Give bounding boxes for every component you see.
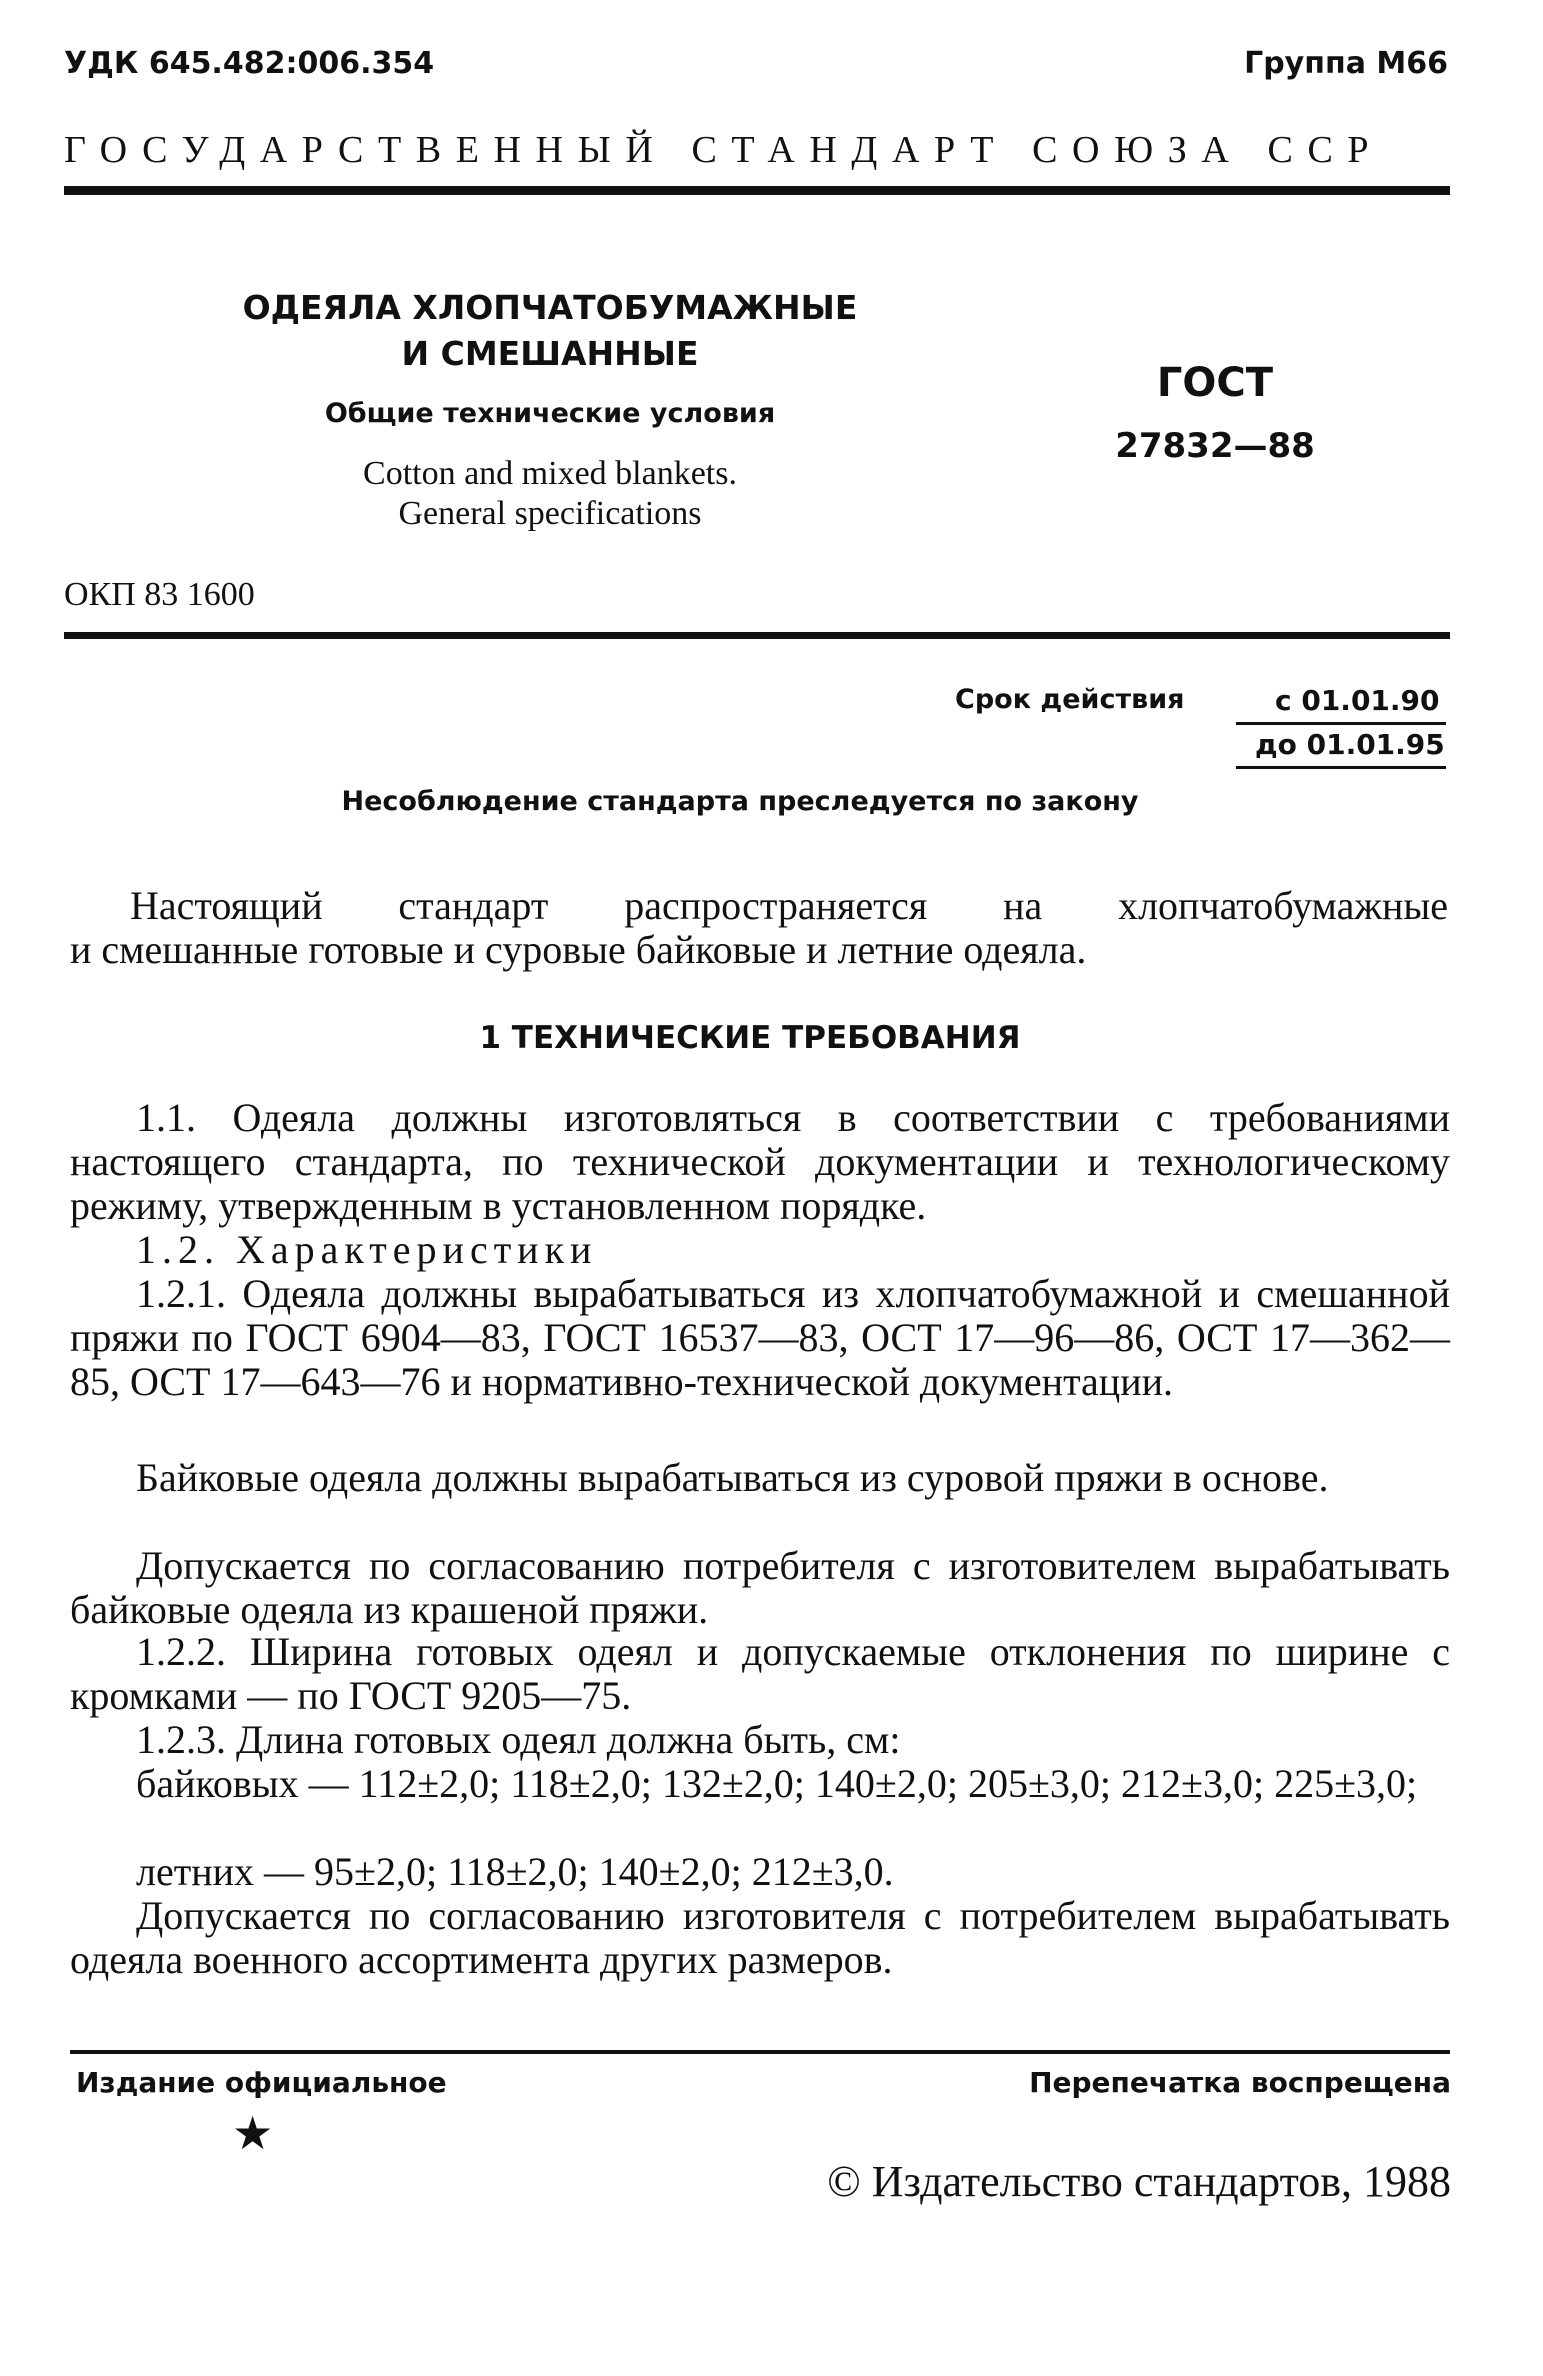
state-standard-banner: ГОСУДАРСТВЕННЫЙ СТАНДАРТ СОЮЗА ССР — [64, 129, 1384, 171]
validity-to: до 01.01.95 — [1255, 728, 1445, 761]
paragraph-baik-sizes: байковых — 112±2,0; 118±2,0; 132±2,0; 140±2,0; 205±3,0; 212±3,0; 225±3,0; — [136, 1761, 1418, 1806]
validity-rule-1 — [1236, 722, 1446, 725]
english-title-line-2: General specifications — [398, 495, 702, 532]
okp-code: ОКП 83 1600 — [64, 576, 255, 613]
intro-line-1: Настоящий стандарт распространяется на хлопчатобумажные — [130, 883, 1448, 928]
paragraph-1-2-3: 1.2.3. Длина готовых одеял должна быть, см: — [136, 1717, 901, 1762]
paragraph-dopusk-2: Допускается по согласованию изготовителя с потребителем вырабатывать одеяла военного ассортимента других размеров. — [70, 1893, 1450, 1982]
subtitle: Общие технические условия — [324, 398, 776, 429]
gost-number: 27832—88 — [1115, 426, 1315, 466]
validity-label: Срок действия — [955, 684, 1185, 715]
footer-rule — [70, 2050, 1450, 2054]
title-line-2: И СМЕШАННЫЕ — [401, 334, 699, 373]
official-edition: Издание официальное — [76, 2066, 447, 2099]
section-heading: 1 ТЕХНИЧЕСКИЕ ТРЕБОВАНИЯ — [479, 1020, 1021, 1056]
gost-label: ГОСТ — [1156, 360, 1274, 406]
english-title-line-1: Cotton and mixed blankets. — [363, 455, 737, 492]
intro-line-2: и смешанные готовые и суровые байковые и летние одеяла. — [70, 927, 1087, 972]
paragraph-1-2-1: 1.2.1. Одеяла должны вырабатываться из хлопчатобумажной и смешанной пряжи по ГОСТ 6904—83, ГОСТ 16537—83, ОСТ 17—96—86, ОСТ 17—362—85, ОСТ 17—643—76 и нормативно-технической документации. — [70, 1271, 1450, 1404]
paragraph-1-2-2: 1.2.2. Ширина готовых одеял и допускаемые отклонения по ширине с кромками — по ГОСТ 9205—75. — [70, 1629, 1450, 1718]
paragraph-1-1: 1.1. Одеяла должны изготовляться в соответствии с требованиями настоящего стандарта, по технической документации и технологическому режиму, утвержденным в установленном порядке. — [70, 1095, 1450, 1228]
title-line-1: ОДЕЯЛА ХЛОПЧАТОБУМАЖНЫЕ — [242, 288, 858, 327]
header-rule — [64, 186, 1450, 195]
group-code: Группа М66 — [1244, 46, 1448, 81]
validity-rule-2 — [1236, 766, 1446, 769]
paragraph-1-2: 1.2. Характеристики — [136, 1227, 598, 1272]
copyright: © Издательство стандартов, 1988 — [827, 2157, 1451, 2206]
paragraph-dopusk-1: Допускается по согласованию потребителя с изготовителем вырабатывать байковые одеяла из крашеной пряжи. — [70, 1543, 1450, 1632]
title-rule — [64, 632, 1450, 639]
paragraph-let-sizes: летних — 95±2,0; 118±2,0; 140±2,0; 212±3,0. — [136, 1849, 894, 1894]
star-icon: ★ — [232, 2106, 274, 2160]
legal-notice: Несоблюдение стандарта преследуется по закону — [341, 786, 1139, 817]
reprint-prohibited: Перепечатка воспрещена — [1029, 2066, 1451, 2099]
paragraph-baikovye: Байковые одеяла должны вырабатываться из суровой пряжи в основе. — [136, 1455, 1329, 1500]
validity-from: с 01.01.90 — [1275, 684, 1440, 717]
udc-code: УДК 645.482:006.354 — [64, 46, 435, 81]
